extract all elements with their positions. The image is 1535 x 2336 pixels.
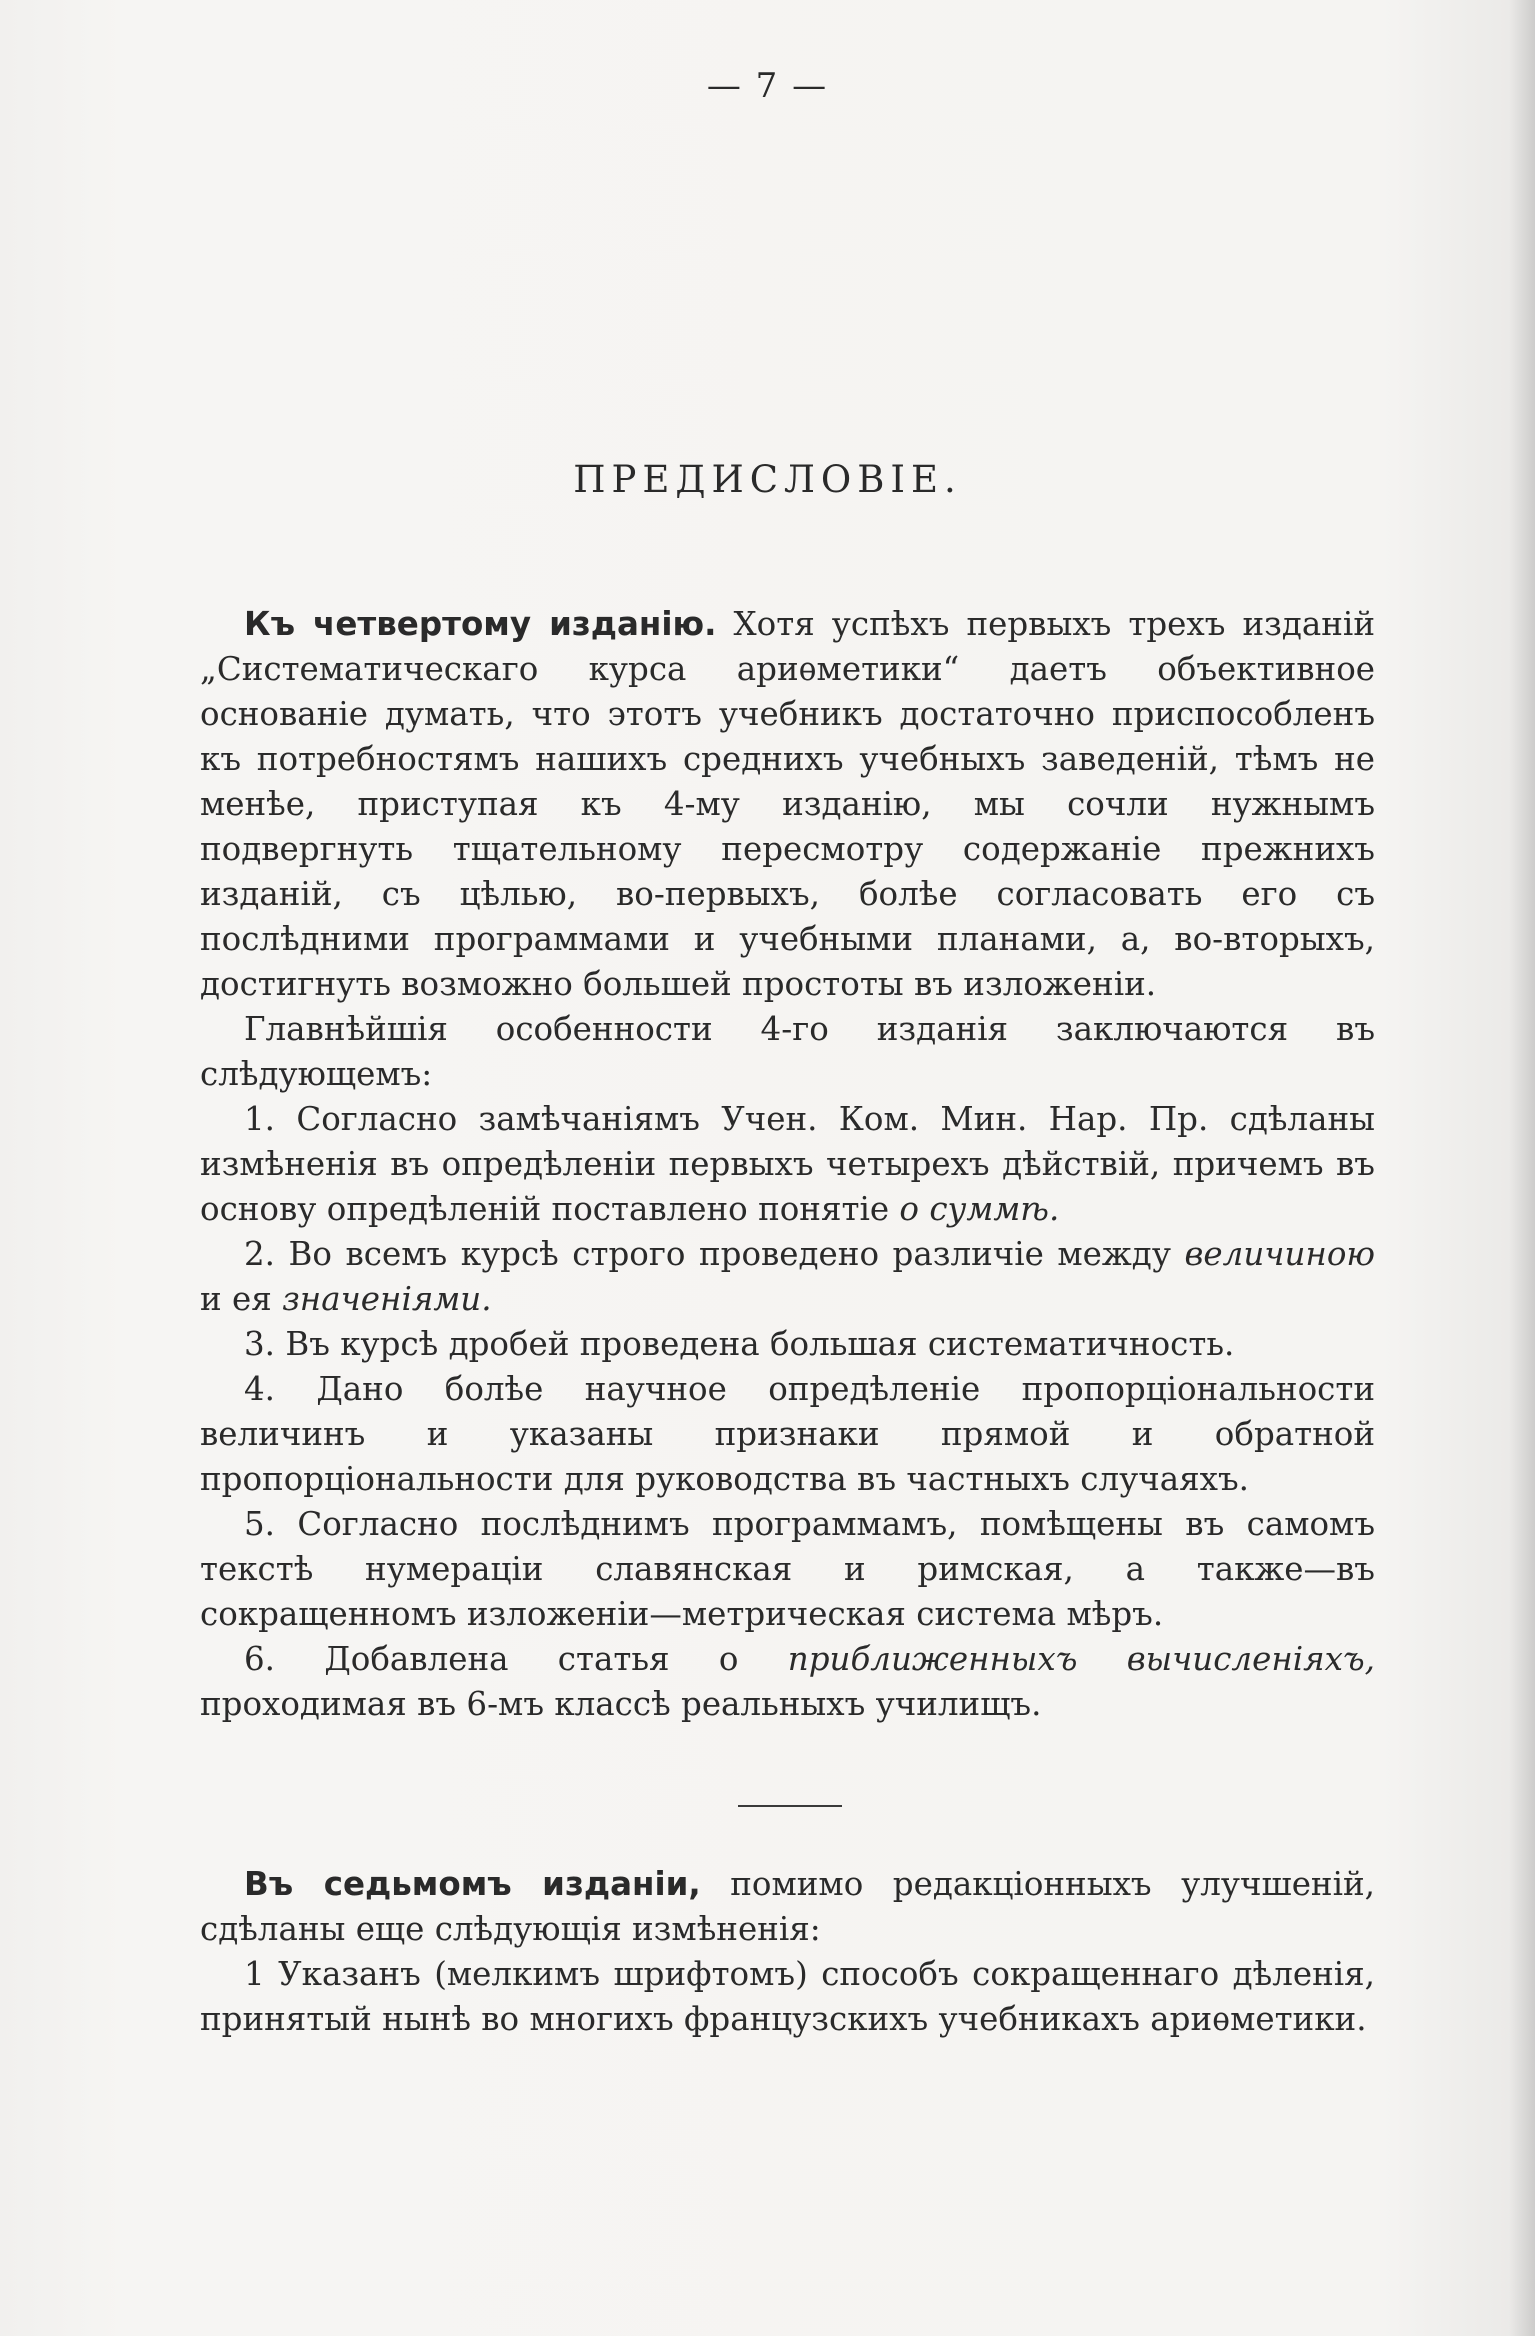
list-item-1-emphasis: о суммѣ. bbox=[899, 1190, 1060, 1228]
features-heading: Главнѣйшія особенности 4-го изданія заключаются въ слѣдующемъ: bbox=[200, 1010, 1375, 1093]
list-item-3: 3. Въ курсѣ дробей проведена большая систематичность. bbox=[244, 1325, 1235, 1363]
list-item-6-emphasis: приближенныхъ вычисленіяхъ, bbox=[787, 1640, 1375, 1678]
list-item-2-text: 2. Во всемъ курсѣ строго проведено различіе между bbox=[244, 1235, 1171, 1273]
lead-heading-seventh-edition: Въ седьмомъ изданіи, bbox=[244, 1865, 701, 1903]
preface-fourth-edition bbox=[200, 602, 1375, 1727]
section-divider bbox=[738, 1805, 842, 1807]
page-number: — 7 — bbox=[706, 66, 829, 106]
list-item-2-mid: и ея bbox=[200, 1280, 272, 1318]
seventh-intro-text: помимо редакціонныхъ улучшеній, сдѣланы еще слѣдующія измѣненія: bbox=[200, 1865, 1375, 1948]
page-title: ПРЕДИСЛОВІЕ. bbox=[573, 458, 962, 501]
preface-seventh-edition bbox=[200, 1862, 1375, 2042]
list-item-2 bbox=[200, 1232, 1375, 1322]
list-item-1-text: 1. Согласно замѣчаніямъ Учен. Ком. Мин. Нар. Пр. сдѣланы измѣненія въ опредѣленіи первыхъ четырехъ дѣйствій, причемъ въ основу опредѣленій поставлено понятіе bbox=[200, 1100, 1375, 1228]
list-item-6-tail: проходимая въ 6-мъ классѣ реальныхъ училищъ. bbox=[200, 1685, 1042, 1723]
list-item-2-emphasis-1: величиною bbox=[1184, 1235, 1375, 1273]
list-item-6-text: 6. Добавлена статья о bbox=[244, 1640, 739, 1678]
seventh-list-item-1: 1 Указанъ (мелкимъ шрифтомъ) способъ сокращеннаго дѣленія, принятый нынѣ во многихъ французскихъ учебникахъ ариѳметики. bbox=[200, 1955, 1375, 2038]
lead-heading-fourth-edition: Къ четвертому изданію. bbox=[244, 605, 717, 643]
paragraph-seventh-intro bbox=[200, 1862, 1375, 1952]
list-item-5: 5. Согласно послѣднимъ программамъ, помѣщены въ самомъ текстѣ нумераціи славянская и римская, а также—въ сокращенномъ изложеніи—метрическая система мѣръ. bbox=[200, 1505, 1375, 1633]
intro-text: Хотя успѣхъ первыхъ трехъ изданій „Систематическаго курса ариѳметики“ даетъ объективное основаніе думать, что этотъ учебникъ достаточно приспособленъ къ потребностямъ нашихъ среднихъ учебныхъ заведеній, тѣмъ не менѣе, приступая къ 4-му изданію, мы сочли нужнымъ подвергнуть тщательному пересмотру содержаніе прежнихъ изданій, съ цѣлью, во-первыхъ, болѣе согласовать его съ послѣдними программами и учебными планами, а, во-вторыхъ, достигнуть возможно большей простоты въ изложеніи. bbox=[200, 605, 1375, 1003]
list-item-2-emphasis-2: значеніями. bbox=[282, 1280, 492, 1318]
list-item-1 bbox=[200, 1097, 1375, 1232]
list-item-6 bbox=[200, 1637, 1375, 1727]
list-item-4: 4. Дано болѣе научное опредѣленіе пропорціональности величинъ и указаны признаки прямой и обратной пропорціональности для руководства въ частныхъ случаяхъ. bbox=[200, 1370, 1375, 1498]
paragraph-intro bbox=[200, 602, 1375, 1007]
page-edge-shadow bbox=[1509, 0, 1535, 2336]
